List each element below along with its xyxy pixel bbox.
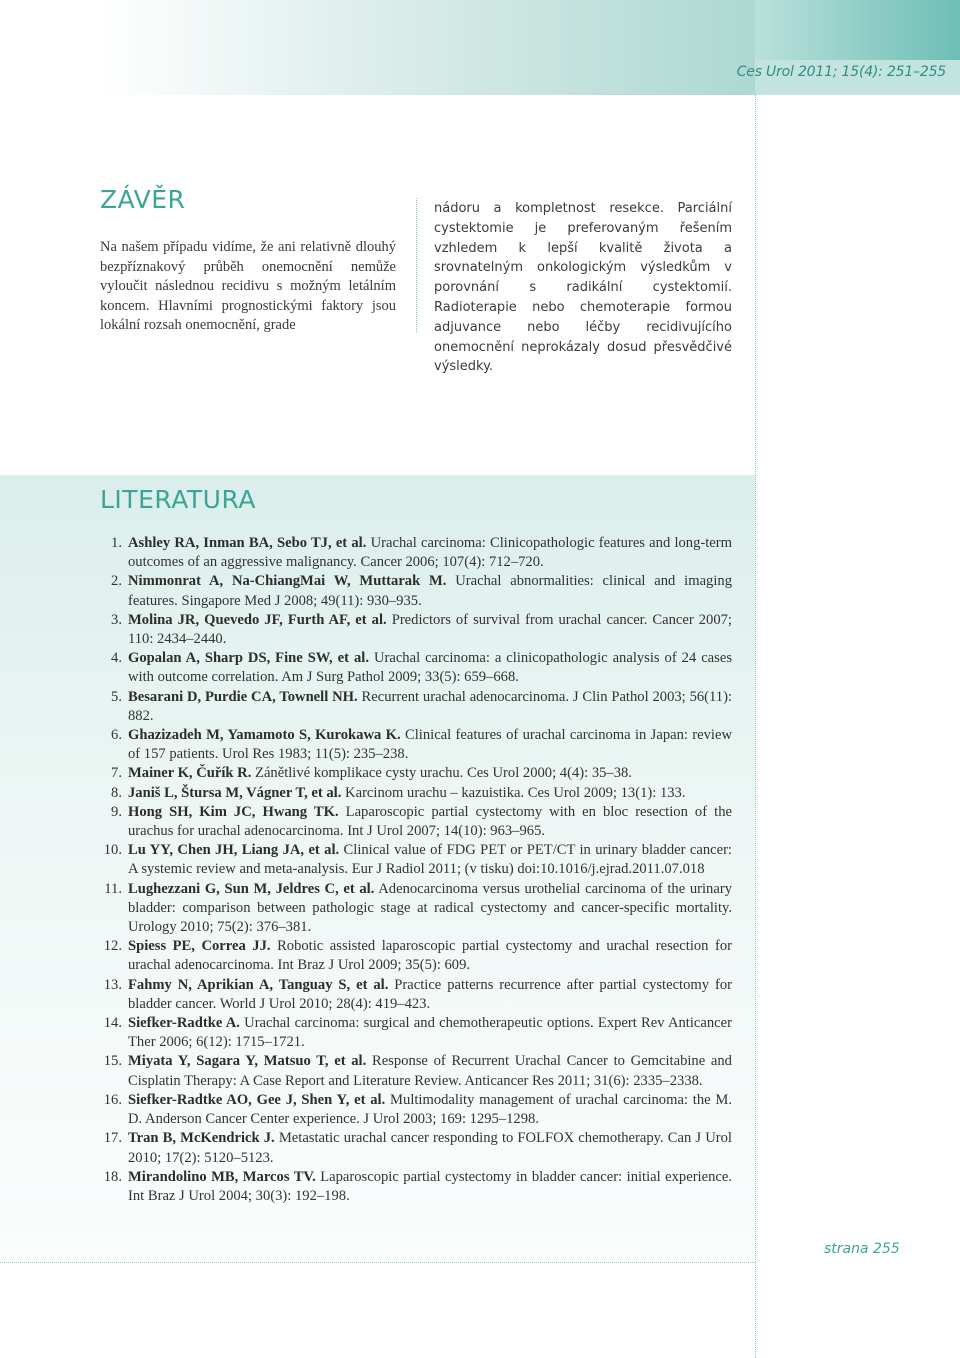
reference-item [100,880,732,938]
reference-authors: Lughezzani G, Sun M, Jeldres C, et al. [128,880,375,897]
reference-text: Urachal carcinoma: surgical and chemotherapeutic options. Expert Rev Anticancer Ther 2006; 6(12): 1715–1721. [128,1015,732,1051]
reference-text: Clinical features of urachal carcinoma in Japan: review of 157 patients. Urol Res 1983; 11(5): 235–238. [128,727,732,763]
reference-item [100,976,732,1014]
reference-number: 9. [111,803,122,820]
reference-text: Urachal carcinoma: Clinicopathologic features and long-term outcomes of an aggressive malignancy. Cancer 2006; 107(4): 712–720. [128,535,732,571]
reference-number: 12. [103,938,122,955]
reference-item [100,649,732,687]
reference-authors: Siefker-Radtke A. [128,1015,240,1032]
reference-item [100,784,732,803]
reference-item [100,937,732,975]
reference-text: Laparoscopic partial cystectomy in bladder cancer: initial experience. Int Braz J Urol 2004; 30(3): 192–198. [128,1168,732,1204]
reference-text: Urachal abnormalities: clinical and imaging features. Singapore Med J 2008; 49(11): 930–935. [128,573,732,609]
reference-item [100,534,732,572]
reference-item [100,1129,732,1167]
reference-item [100,1091,732,1129]
reference-text: Practice patterns recurrence after partial cystectomy for bladder cancer. World J Urol 2010; 28(4): 419–423. [128,976,732,1012]
reference-authors: Besarani D, Purdie CA, Townell NH. [128,688,358,705]
header-tab [755,0,960,95]
reference-item [100,803,732,841]
reference-number: 18. [103,1168,122,1185]
reference-authors: Spiess PE, Correa JJ. [128,938,271,955]
reference-authors: Mainer K, Čuřík R. [128,765,252,782]
literature-heading: LITERATURA [100,485,256,514]
reference-text: Response of Recurrent Urachal Cancer to Gemcitabine and Cisplatin Therapy: A Case Report and Literature Review. Anticancer Res 2011; 31(6): 2335–2338. [128,1053,732,1089]
reference-number: 10. [103,842,122,859]
reference-text: Multimodality management of urachal carcinoma: the M. D. Anderson Cancer Center experience. J Urol 2003; 169: 1295–1298. [128,1091,733,1128]
reference-authors: Mirandolino MB, Marcos TV. [128,1168,316,1185]
reference-number: 14. [103,1015,122,1032]
journal-citation: Ces Urol 2011; 15(4): 251–255 [736,64,946,80]
conclusion-text-right: nádoru a kompletnost resekce. Parciální cystektomie je preferovaným řešením vzhledem k lepší kvalitě života a srovnatelným onkologickým výsledkům v porovnání s radikální cystektomií. Radioterapie nebo chemoterapie formou adjuvance nebo léčby recidivujícího onemocnění neprokázaly dosud přesvědčivé výsledky. [434,201,732,375]
reference-authors: Ghazizadeh M, Yamamoto S, Kurokawa K. [128,727,401,744]
reference-item [100,688,732,726]
reference-number: 4. [111,650,122,667]
reference-number: 17. [103,1130,122,1147]
reference-authors: Gopalan A, Sharp DS, Fine SW, et al. [128,650,369,667]
reference-authors: Molina JR, Quevedo JF, Furth AF, et al. [128,611,387,628]
reference-number: 7. [111,765,122,782]
reference-item [100,1052,732,1090]
reference-text: Urachal carcinoma: a clinicopathologic analysis of 24 cases with outcome correlation. Am J Surg Pathol 2009; 33(5): 659–668. [128,650,732,686]
reference-authors: Ashley RA, Inman BA, Sebo TJ, et al. [128,535,367,551]
column-divider [755,95,756,1358]
text-column-divider [416,198,417,333]
reference-authors: Fahmy N, Aprikian A, Tanguay S, et al. [128,976,389,993]
reference-text: Zánětlivé komplikace cysty urachu. Ces Urol 2000; 4(4): 35–38. [255,765,632,782]
reference-number: 3. [111,611,122,628]
reference-text: Predictors of survival from urachal cancer. Cancer 2007; 110: 2434–2440. [128,611,732,648]
reference-text: Adenocarcinoma versus urothelial carcinoma of the urinary bladder: comparison between pathologic stage at radical cystectomy and cancer-specific mortality. Urology 2010; 75(2): 376–381. [128,880,732,936]
conclusion-heading: ZÁVĚR [100,185,186,214]
literature-bottom-rule [0,1262,755,1263]
page-number: strana 255 [824,1241,900,1257]
reference-number: 8. [111,784,122,801]
reference-text: Laparoscopic partial cystectomy with en bloc resection of the urachus for urachal adenocarcinoma. Int J Urol 2007; 14(10): 963–965. [128,803,732,840]
reference-number: 13. [103,976,122,993]
reference-item [100,726,732,764]
reference-item [100,611,732,649]
reference-authors: Hong SH, Kim JC, Hwang TK. [128,803,339,820]
reference-text: Metastatic urachal cancer responding to FOLFOX chemotherapy. Can J Urol 2010; 17(2): 5120–5123. [128,1130,732,1166]
reference-item [100,1168,732,1206]
reference-authors: Tran B, McKendrick J. [128,1130,275,1147]
reference-number: 1. [111,535,122,551]
reference-list [100,534,732,1206]
reference-number: 16. [103,1091,122,1108]
reference-number: 2. [111,573,122,590]
reference-item [100,764,732,783]
reference-text: Clinical value of FDG PET or PET/CT in urinary bladder cancer: A systemic review and meta-analysis. Eur J Radiol 2011; (v tisku) doi:10.1016/j.ejrad.2011.07.018 [128,842,732,878]
reference-authors: Nimmonrat A, Na-ChiangMai W, Muttarak M. [128,573,447,590]
reference-authors: Janiš L, Štursa M, Vágner T, et al. [128,784,342,801]
reference-number: 6. [111,727,122,744]
reference-number: 15. [103,1053,122,1070]
reference-text: Recurrent urachal adenocarcinoma. J Clin Pathol 2003; 56(11): 882. [128,688,732,724]
reference-item [100,841,732,879]
reference-text: Robotic assisted laparoscopic partial cystectomy and urachal resection for urachal adenocarcinoma. Int Braz J Urol 2009; 35(5): 609. [128,938,733,974]
reference-authors: Lu YY, Chen JH, Liang JA, et al. [128,842,340,859]
reference-number: 5. [111,688,122,705]
conclusion-text-left: Na našem případu vidíme, že ani relativně dlouhý bezpříznakový průběh onemocnění nemůže vyloučit následnou recidivu s možným letálním koncem. Hlavními prognostickými faktory jsou lokální rozsah onemocnění, grade [100,239,396,333]
reference-item [100,572,732,610]
reference-authors: Miyata Y, Sagara Y, Matsuo T, et al. [128,1053,367,1070]
reference-authors: Siefker-Radtke AO, Gee J, Shen Y, et al. [128,1091,386,1108]
reference-number: 11. [104,880,122,897]
reference-item [100,1014,732,1052]
reference-text: Karcinom urachu – kazuistika. Ces Urol 2009; 13(1): 133. [345,784,686,801]
